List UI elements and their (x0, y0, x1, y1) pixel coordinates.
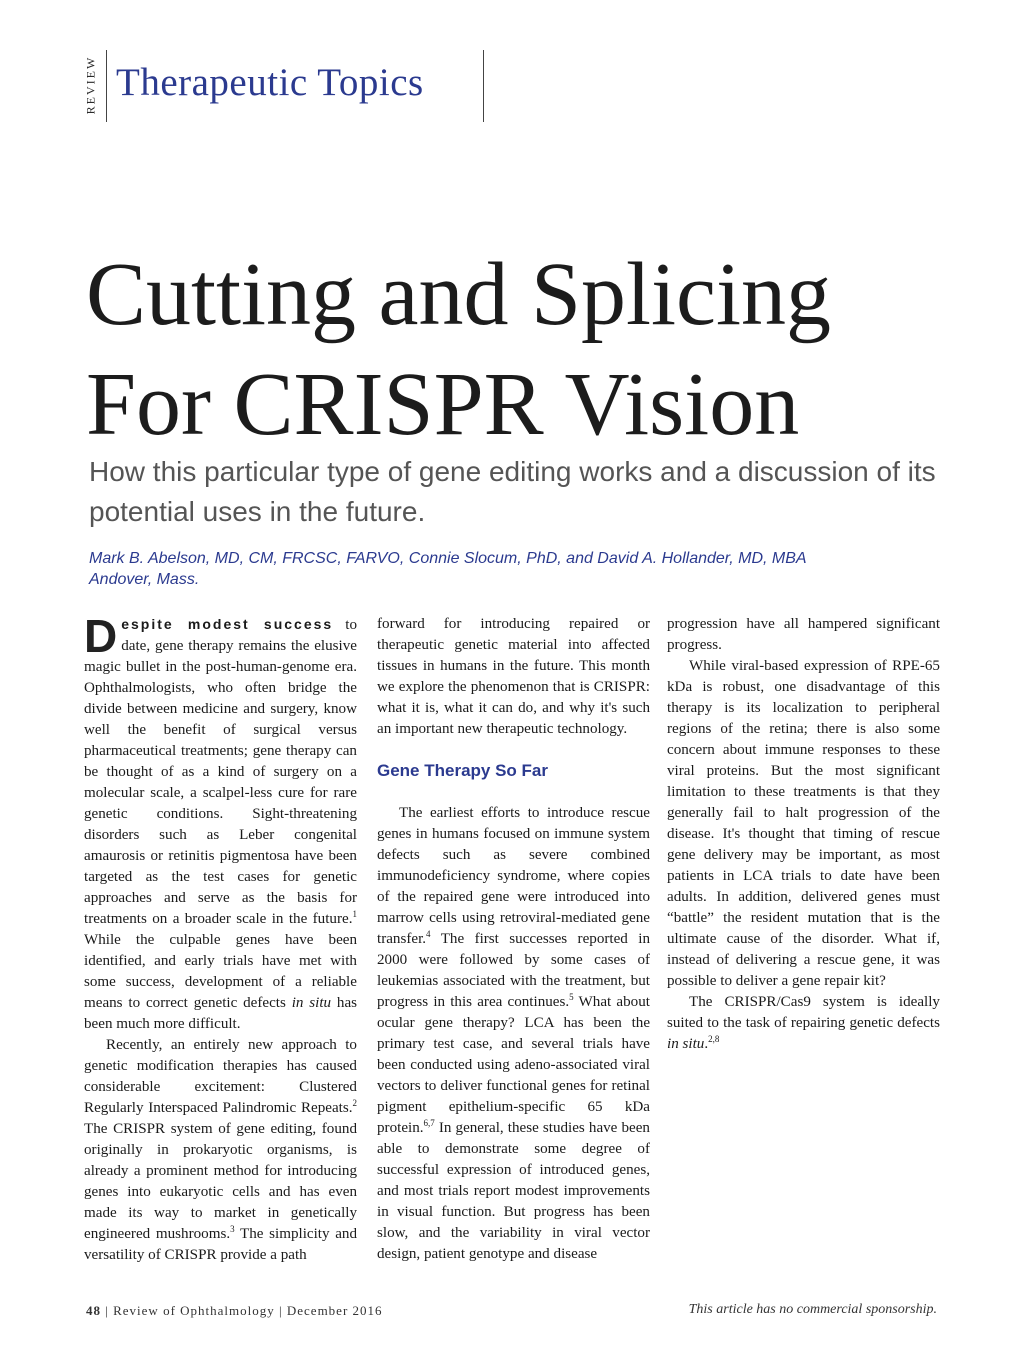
author-location: Andover, Mass. (89, 571, 200, 588)
article-subtitle: How this particular type of gene editing works and a discussion of its potential uses in the future. (89, 456, 936, 527)
paragraph-1 (84, 614, 357, 1035)
author-block (89, 548, 969, 590)
paragraph-5-text-b: . (704, 1036, 709, 1052)
journal-name: Review of Ophthalmology (113, 1303, 275, 1318)
section-title: Therapeutic Topics (116, 61, 424, 104)
review-label-text: REVIEW (83, 55, 98, 115)
body-column-2 (377, 614, 650, 1268)
citation-6-7: 6,7 (423, 1117, 435, 1128)
paragraph-2-text-c-c: forward for introducing repaired or therapeutic genetic material into affected tissues in humans in the future. This month we explore the phenomenon that is CRISPR: what it is, what it can do, and why it's such an important new therapeutic technology. (377, 616, 650, 737)
paragraph-3-text-d: In general, these studies have been able to demonstrate some degree of successful expression of introduced genes, and most trials report modest improvements in visual function. But progress has been slow, and the variability in viral vector design, patient genotype and disease (377, 1120, 650, 1262)
citation-2: 2 (352, 1097, 357, 1108)
body-column-1 (84, 614, 357, 1268)
paragraph-2-cont (377, 614, 650, 740)
sponsorship-disclaimer: This article has no commercial sponsorship. (688, 1302, 937, 1317)
title-line-1: Cutting and Splicing (86, 245, 832, 344)
author-names: Mark B. Abelson, MD, CM, FRCSC, FARVO, Connie Slocum, PhD, and David A. Hollander, MD, MBA (89, 550, 807, 567)
citation-5: 5 (569, 991, 574, 1002)
citation-3: 3 (230, 1223, 235, 1234)
lead-in: espite modest success (121, 616, 334, 632)
paragraph-2-text-c: The simplicity and versatility of CRISPR provide a path (84, 1226, 357, 1263)
paragraph-3-cont (667, 614, 940, 656)
paragraph-3-text-d-c: progression have all hampered significant progress. (667, 616, 940, 653)
page-footer (86, 1303, 383, 1319)
title-line-2: For CRISPR Vision (86, 355, 800, 454)
in-situ-italic-2: in situ (667, 1036, 705, 1052)
paragraph-1-text-a: to date, gene therapy remains the elusive magic bullet in the post-human-genome era. Ophthalmologists, who often bridge the divide between medicine and surgery, know well the benefit of surgical versus pharmaceutical treatments; gene therapy can be thought of as a kind of surgery on a molecular scale, a scalpel-less cure for rare genetic conditions. Sight-threatening disorders such as Leber congenital amaurosis or retinitis pigmentosa have been targeted as the test cases for genetic approaches and serve as the basis for treatments on a broader scale in the future. (84, 617, 357, 927)
paragraph-3-text-a: The earliest efforts to introduce rescue genes in humans focused on immune system defects such as severe combined immunodeficiency syndrome, where copies of the repaired gene were introduced into marrow cells using retroviral-mediated gene transfer. (377, 805, 650, 947)
paragraph-3-text-c: What about ocular gene therapy? LCA has been the primary test case, and several trials have been conducted using adeno-associated viral vectors to deliver functional genes for retinal pigment epithelium-specific 65 kDa protein. (377, 994, 650, 1136)
paragraph-5-text-a: The CRISPR/Cas9 system is ideally suited to the task of repairing genetic defects (667, 994, 940, 1031)
section-heading-gene-therapy: Gene Therapy So Far (377, 761, 548, 780)
footer-separator-1: | (101, 1303, 114, 1318)
paragraph-3-text-b: The first successes reported in 2000 were followed by some cases of leukemias associated with the treatment, but progress in this area continues. (377, 931, 650, 1010)
review-label (79, 50, 103, 120)
issue-date: December 2016 (286, 1303, 383, 1318)
paragraph-1-text-b: While the culpable genes have been identified, and early trials have met with some success, development of a reliable means to correct genetic defects (84, 932, 357, 1011)
citation-1: 1 (352, 908, 357, 919)
drop-cap: D (84, 614, 118, 662)
page-number: 48 (86, 1303, 101, 1318)
citation-2-8: 2,8 (708, 1033, 720, 1044)
body-column-3 (667, 614, 940, 1268)
paragraph-4: While viral-based expression of RPE-65 kDa is robust, one disadvantage of this therapy is its localization to peripheral regions of the retina; there is also some concern about immune responses to these viral proteins. But the most significant limitation to these treatments is that they generally fail to halt progression of the disease. It's thought that timing of rescue gene delivery may be important, as most patients in LCA trials to date have been adults. In addition, delivered genes must “battle” the resident mutation that is the ultimate cause of the disorder. What if, instead of delivering a rescue gene, it was possible to deliver a gene repair kit? (667, 658, 940, 989)
paragraph-2 (84, 1035, 357, 1266)
footer-separator-2: | (274, 1303, 287, 1318)
paragraph-1-text-c: has been much more difficult. (84, 995, 357, 1032)
paragraph-2-text-b: The CRISPR system of gene editing, found originally in prokaryotic organisms, is already a prominent method for introducing genes into eukaryotic cells and has even made its way to market in genetically engineered mushrooms. (84, 1121, 357, 1242)
header-divider-left (106, 50, 107, 122)
article-title (86, 240, 966, 460)
paragraph-3 (377, 803, 650, 1265)
paragraph-2-text-a: Recently, an entirely new approach to genetic modification therapies has caused considerable excitement: Clustered Regularly Interspaced Palindromic Repeats. (84, 1037, 357, 1116)
paragraph-5 (667, 992, 940, 1055)
header-divider-right (483, 50, 484, 122)
in-situ-italic: in situ (291, 995, 332, 1011)
citation-4: 4 (426, 928, 431, 939)
